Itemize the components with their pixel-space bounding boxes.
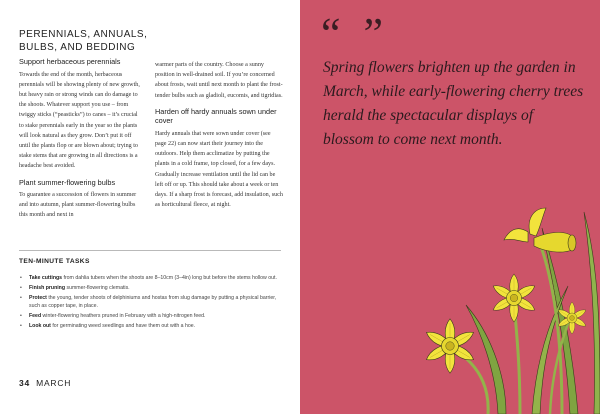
list-item [19,294,281,310]
task-text: summer-flowering clematis. [65,285,130,291]
page-folio [19,378,71,388]
quote-marks: “ ” [321,9,390,58]
heading-support-perennials: Support herbaceous perennials [19,57,121,66]
task-lead: Look out [29,323,51,329]
right-page [300,0,600,414]
list-item [19,284,281,292]
task-text: for germinating weed seedlings and have them out with a hoe. [50,323,196,329]
task-lead: Protect [29,295,47,301]
ten-minute-tasks-box [19,250,281,332]
tasks-title: TEN-MINUTE TASKS [19,258,90,265]
task-text: the young, tender shoots of delphiniums and hostas from slug damage by putting a physical barrier, such as copper tape, in place. [29,295,277,309]
paragraph-summer-bulbs: To guarantee a succession of flowers in summer and into autumn, plant summer-flowering bulbs this month and next in [19,192,137,219]
heading-summer-bulbs: Plant summer-flowering bulbs [19,177,116,187]
list-item [19,274,281,282]
paragraph-harden-off: Hardy annuals that were sown under cover (see page 22) can now start their journey into the outdoors. Help them acclimatize by putting the plants in a cold frame, top closed, for a few days. Gradually increase ventilation until the lid can be left off or up. This should take about a week or ten days. If a sharp frost is forecast, add insulation, such as horticultural fleece, at night. [155,130,283,209]
tasks-list [19,274,281,330]
pull-quote: Spring flowers brighten up the garden in March, while early-flowering cherry trees herald the spectacular displays of blossom to come next month. [323,59,584,148]
task-lead: Feed [29,313,42,319]
section-title: PERENNIALS, ANNUALS, BULBS, AND BEDDING [19,29,148,53]
text-column-2 [155,60,283,210]
list-item [19,312,281,320]
task-lead: Take cuttings [29,275,63,281]
task-text: winter-flowering heathers pruned in February with a high-nitrogen feed. [41,313,206,319]
page-number: 34 [19,378,31,388]
running-head-month: MARCH [36,378,72,388]
task-lead: Finish pruning [29,285,66,291]
daffodil-illustration [300,0,600,414]
task-text: from dahlia tubers when the shoots are 8–10cm (3–4in) long but before the stems hollow out. [62,275,277,281]
text-column-1 [19,57,143,221]
paragraph-support-perennials: Towards the end of the month, herbaceous perennials will be showing plenty of new growth, but heavy rain or strong winds can do damage to the shoots. Whatever support you use – from twiggy sticks (“peasticks”) to canes – it’s crucial to stake perennials early in the year so the plants will look natural as they grow. Don’t put it off until the plants flop or are blown about; trying to stake stems that are growing in all directions is a headache best avoided. [19,71,140,170]
heading-harden-off: Harden off hardy annuals sown under cover [155,106,277,126]
list-item [19,322,281,330]
paragraph-bulbs-continued: warmer parts of the country. Choose a sunny position in well-drained soil. If you’re concerned about frosts, wait until next month to plant the frost-tender bulbs such as gladioli, eucomis, and tigridias. [155,62,283,99]
